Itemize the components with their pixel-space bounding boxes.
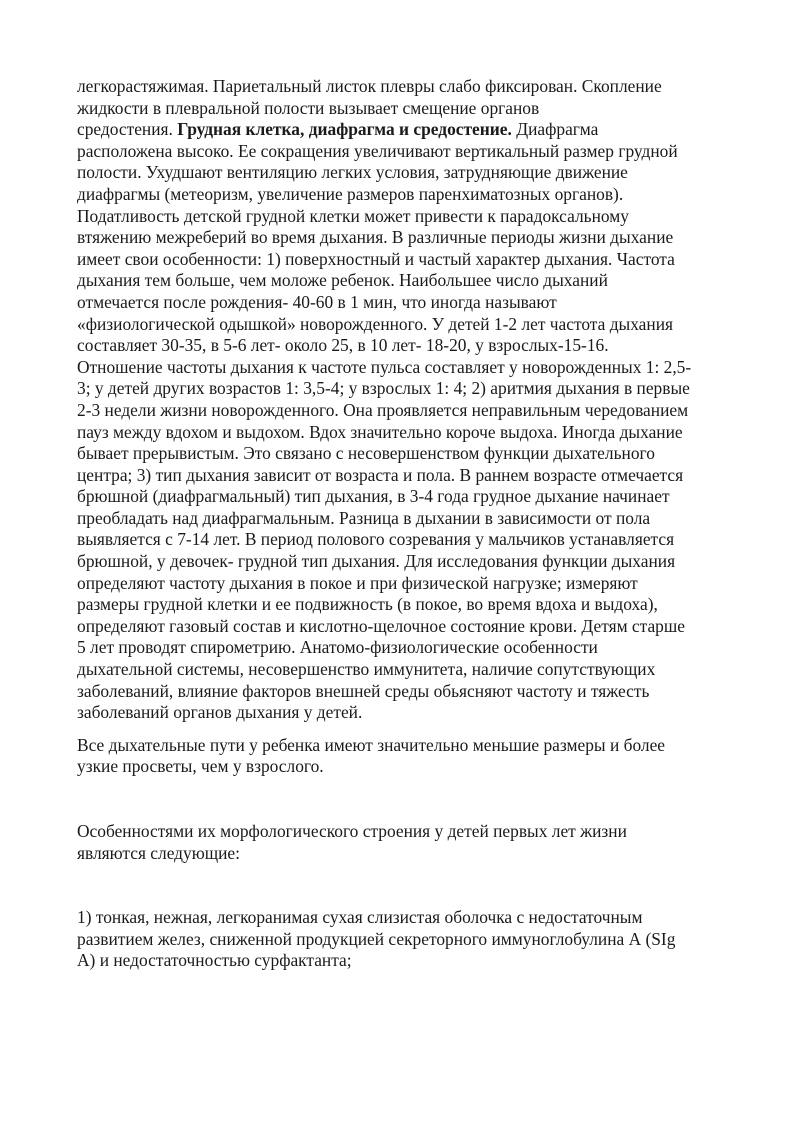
text-line-with-heading bbox=[77, 119, 745, 141]
text-line: полости. Ухудшают вентиляцию легких условия, затрудняющие движение bbox=[77, 162, 628, 183]
text-line: определяют частоту дыхания в покое и при физической нагрузке; измеряют bbox=[77, 572, 638, 593]
text-line: имеет свои особенности: 1) поверхностный и частый характер дыхания. Частота bbox=[77, 248, 675, 269]
text-line: пауз между вдохом и выдохом. Вдох значительно короче выдоха. Иногда дыхание bbox=[77, 421, 683, 442]
text-line: 3; у детей других возрастов 1: 3,5-4; у взрослых 1: 4; 2) аритмия дыхания в первые bbox=[77, 378, 690, 399]
text-line: Особенностями их морфологического строения у детей первых лет жизни bbox=[77, 821, 627, 841]
text-line: развитием желез, сниженной продукцией секреторного иммуноглобулина А (SIg bbox=[77, 928, 676, 949]
text-line: брюшной, у девочек- грудной тип дыхания. Для исследования функции дыхания bbox=[77, 551, 676, 572]
text-line: дыхательной системы, несовершенство иммунитета, наличие сопутствующих bbox=[77, 659, 656, 680]
inline-heading: Грудная клетка, диафрагма и средостение. bbox=[177, 119, 512, 140]
document-page bbox=[77, 76, 745, 972]
text-line: Все дыхательные пути у ребенка имеют значительно меньшие размеры и более bbox=[77, 734, 666, 755]
text-line: выявляется с 7-14 лет. В период полового созревания у мальчиков устанавляется bbox=[77, 529, 675, 550]
paragraph-list-item-1 bbox=[77, 907, 745, 972]
text-line: заболеваний, влияние факторов внешней среды обьясняют частоту и тяжесть bbox=[77, 680, 650, 701]
text-line: жидкости в плевральной полости вызывает смещение органов bbox=[77, 97, 540, 118]
text-line: «физиологической одышкой» новорожденного. У детей 1-2 лет частота дыхания bbox=[77, 313, 674, 334]
text-line: являются следующие: bbox=[77, 842, 240, 863]
text-line: брюшной (диафрагмальный) тип дыхания, в 3-4 года грудное дыхание начинает bbox=[77, 486, 670, 507]
paragraph-respiratory-features bbox=[77, 76, 745, 724]
text-run: Диафрагма bbox=[511, 119, 599, 140]
text-line: размеры грудной клетки и ее подвижность (в покое, во время вдоха и выдоха), bbox=[77, 594, 658, 615]
text-line: центра; 3) тип дыхания зависит от возраста и пола. В раннем возрасте отмечается bbox=[77, 464, 684, 485]
text-line: дыхания тем больше, чем моложе ребенок. Наибольшее число дыханий bbox=[77, 270, 608, 291]
paragraph-morphology-intro bbox=[77, 821, 745, 864]
text-line: определяют газовый состав и кислотно-щелочное состояние крови. Детям старше bbox=[77, 615, 685, 636]
text-line: Податливость детской грудной клетки может привести к парадоксальному bbox=[77, 205, 629, 226]
text-line: 1) тонкая, нежная, легкоранимая сухая слизистая оболочка с недостаточным bbox=[77, 907, 643, 928]
text-line: составляет 30-35, в 5-6 лет- около 25, в 10 лет- 18-20, у взрослых-15-16. bbox=[77, 335, 609, 356]
text-line: узкие просветы, чем у взрослого. bbox=[77, 756, 324, 777]
text-line: заболеваний органов дыхания у детей. bbox=[77, 702, 363, 723]
paragraph-airways-size bbox=[77, 735, 745, 778]
text-line: легкорастяжимая. Париетальный листок плевры слабо фиксирован. Скопление bbox=[77, 76, 662, 96]
text-run: средостения. bbox=[77, 119, 178, 140]
text-line: отмечается после рождения- 40-60 в 1 мин, что иногда называют bbox=[77, 291, 557, 312]
text-line: втяжению межреберий во время дыхания. В различные периоды жизни дыхание bbox=[77, 227, 674, 248]
text-line: расположена высоко. Ее сокращения увеличивают вертикальный размер грудной bbox=[77, 140, 678, 161]
text-line: диафрагмы (метеоризм, увеличение размеров паренхиматозных органов). bbox=[77, 183, 624, 204]
text-line: бывает прерывистым. Это связано с несовершенством функции дыхательного bbox=[77, 443, 655, 464]
text-line: преобладать над диафрагмальным. Разница в дыхании в зависимости от пола bbox=[77, 507, 651, 528]
text-line: 5 лет проводят спирометрию. Анатомо-физиологические особенности bbox=[77, 637, 598, 658]
text-line: Отношение частоты дыхания к частоте пульса составляет у новорожденных 1: 2,5- bbox=[77, 356, 692, 377]
text-line: А) и недостаточностью сурфактанта; bbox=[77, 950, 352, 971]
text-line: 2-3 недели жизни новорожденного. Она проявляется неправильным чередованием bbox=[77, 399, 689, 420]
